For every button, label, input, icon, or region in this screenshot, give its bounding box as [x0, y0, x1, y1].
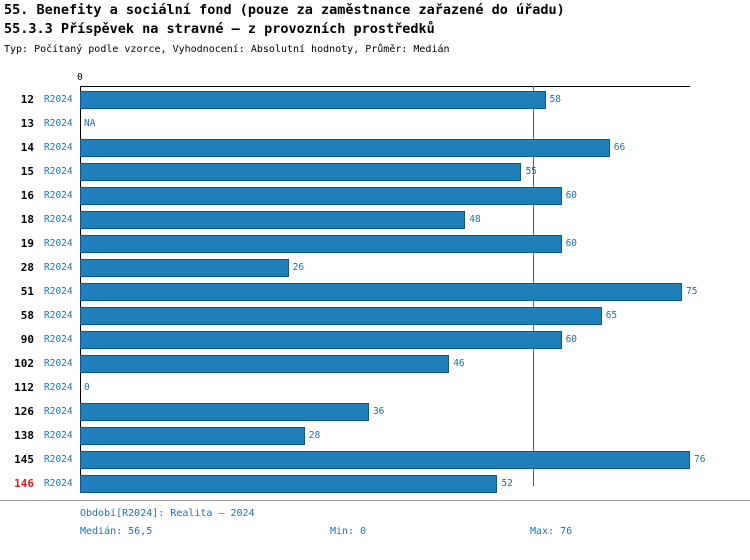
bar-rows: [0, 88, 750, 496]
table-row: [0, 400, 750, 424]
bar[interactable]: [80, 187, 562, 205]
row-id: 112: [14, 381, 34, 394]
bar[interactable]: [80, 427, 305, 445]
row-id: 16: [20, 189, 34, 202]
row-period-label: R2024: [44, 310, 73, 321]
bar[interactable]: [80, 331, 562, 349]
row-id: 28: [20, 261, 34, 274]
bar-track: [80, 88, 690, 112]
legend-text: Období[R2024]: Realita – 2024: [80, 508, 255, 519]
table-row: [0, 448, 750, 472]
bar-track: [80, 472, 690, 496]
bar-value-label: 60: [565, 190, 578, 201]
page-title: 55. Benefity a sociální fond (pouze za zaměstnance zařazené do úřadu): [4, 2, 565, 18]
bar-value-label: 26: [292, 262, 305, 273]
row-period-label: R2024: [44, 238, 73, 249]
bar-value-label: NA: [84, 118, 96, 129]
table-row: [0, 112, 750, 136]
bar[interactable]: [80, 403, 369, 421]
row-id: 126: [14, 405, 34, 418]
bar-value-label: 48: [469, 214, 481, 225]
bar[interactable]: [80, 307, 602, 325]
bar[interactable]: [80, 139, 610, 157]
footer-divider: [0, 500, 750, 501]
table-row: [0, 256, 750, 280]
bar-track: [80, 184, 690, 208]
row-id: 18: [20, 213, 34, 226]
table-row: [0, 280, 750, 304]
bar-track: [80, 232, 690, 256]
bar-value-label: 65: [605, 310, 618, 321]
chart-header: [0, 0, 750, 56]
table-row: [0, 376, 750, 400]
chart-type-info: Typ: Počítaný podle vzorce, Vyhodnocení: Absolutní hodnoty, Průměr: Medián: [4, 44, 450, 55]
bar[interactable]: [80, 211, 465, 229]
row-id: 15: [20, 165, 34, 178]
table-row: [0, 328, 750, 352]
row-period-label: R2024: [44, 118, 73, 129]
row-id: 19: [20, 237, 34, 250]
row-period-label: R2024: [44, 430, 73, 441]
bar-value-label: 0: [84, 382, 90, 393]
stat-min: Min: 0: [330, 526, 367, 537]
row-id: 13: [20, 117, 34, 130]
table-row: [0, 304, 750, 328]
bar[interactable]: [80, 451, 690, 469]
table-row: [0, 472, 750, 496]
bar-value-label: 58: [549, 94, 561, 105]
axis-tick-0: 0: [77, 72, 83, 83]
table-row: [0, 208, 750, 232]
row-period-label: R2024: [44, 94, 73, 105]
row-period-label: R2024: [44, 382, 73, 393]
row-id: 146: [14, 477, 34, 490]
bar[interactable]: [80, 475, 497, 493]
row-period-label: R2024: [44, 166, 73, 177]
bar-track: [80, 376, 690, 400]
bar[interactable]: [80, 163, 521, 181]
bar-track: [80, 400, 690, 424]
table-row: [0, 136, 750, 160]
bar-value-label: 36: [372, 406, 385, 417]
row-period-label: R2024: [44, 190, 73, 201]
bar[interactable]: [80, 259, 289, 277]
page-subtitle-indicator: 55.3.3 Příspěvek na stravné – z provozních prostředků: [4, 21, 435, 37]
row-period-label: R2024: [44, 262, 73, 273]
bar-value-label: 55: [525, 166, 537, 177]
row-period-label: R2024: [44, 454, 73, 465]
bar-value-label: 60: [565, 334, 578, 345]
table-row: [0, 184, 750, 208]
row-period-label: R2024: [44, 478, 73, 489]
bar-value-label: 52: [501, 478, 513, 489]
row-id: 90: [20, 333, 34, 346]
stat-median: Medián: 56,5: [80, 526, 153, 537]
bar-track: [80, 448, 706, 472]
chart-area: [0, 72, 750, 492]
bar-value-label: 60: [565, 238, 578, 249]
bar-track: [80, 256, 690, 280]
bar-value-label: 28: [308, 430, 321, 441]
row-id: 58: [20, 309, 34, 322]
row-id: 138: [14, 429, 34, 442]
bar-track: [80, 304, 690, 328]
row-id: 14: [20, 141, 34, 154]
bar[interactable]: [80, 235, 562, 253]
bar-track: [80, 280, 698, 304]
bar[interactable]: [80, 283, 682, 301]
bar-track: [80, 424, 690, 448]
table-row: [0, 160, 750, 184]
row-period-label: R2024: [44, 358, 73, 369]
row-period-label: R2024: [44, 406, 73, 417]
bar-track: [80, 136, 690, 160]
bar-track: [80, 208, 690, 232]
table-row: [0, 88, 750, 112]
row-id: 145: [14, 453, 34, 466]
table-row: [0, 352, 750, 376]
axis-top-line: [80, 86, 690, 87]
row-period-label: R2024: [44, 286, 73, 297]
table-row: [0, 232, 750, 256]
bar-value-label: 46: [453, 358, 465, 369]
bar-value-label: 75: [685, 286, 698, 297]
bar-track: [80, 352, 690, 376]
bar-value-label: 66: [613, 142, 626, 153]
table-row: [0, 424, 750, 448]
bar[interactable]: [80, 355, 449, 373]
row-period-label: R2024: [44, 142, 73, 153]
row-period-label: R2024: [44, 334, 73, 345]
row-period-label: R2024: [44, 214, 73, 225]
row-id: 12: [20, 93, 34, 106]
bar-value-label: 76: [694, 454, 706, 465]
row-id: 102: [14, 357, 34, 370]
bar-track: [80, 328, 690, 352]
row-id: 51: [20, 285, 34, 298]
bar-track: [80, 160, 690, 184]
bar-track: [80, 112, 690, 136]
bar[interactable]: [80, 91, 546, 109]
stat-max: Max: 76: [530, 526, 573, 537]
